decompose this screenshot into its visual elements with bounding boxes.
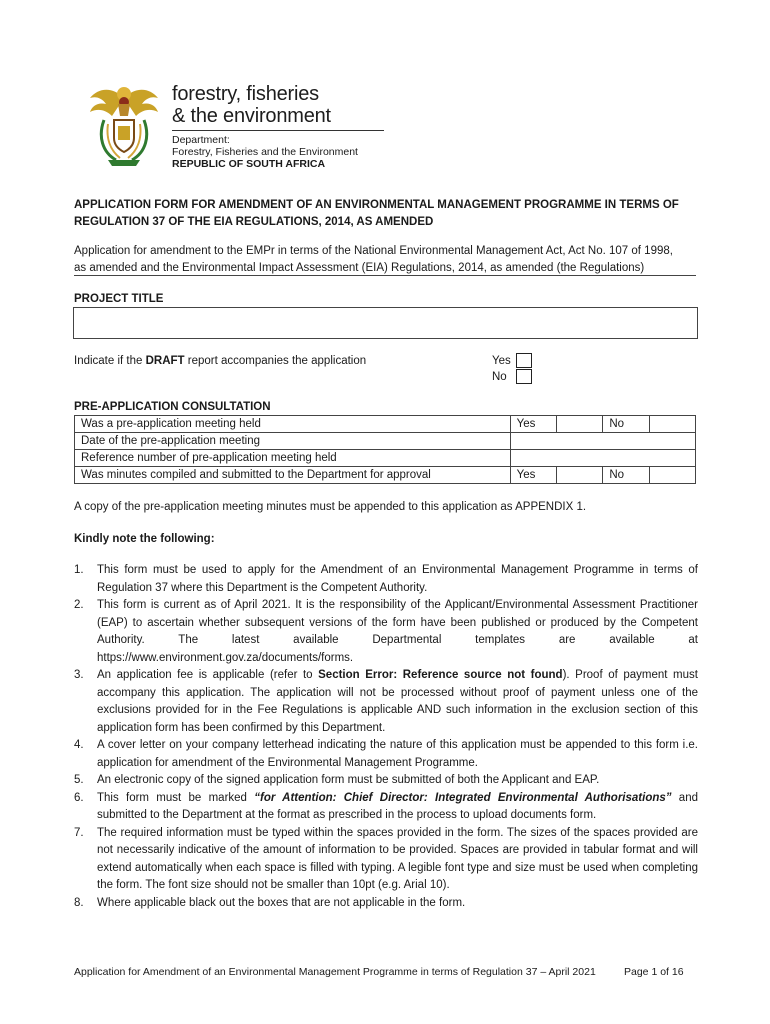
dept-label: Department: bbox=[172, 134, 230, 146]
pre-app-row-label: Date of the pre-application meeting bbox=[75, 433, 511, 450]
minutes-no-option[interactable]: No bbox=[603, 467, 650, 484]
list-item: 3. An application fee is applicable (refer to Section Error: Reference source not found). Proof of payment must accompany this application. The application will not be processed without proof of payment unless one of the exclusions provided for in the Fee Regulations is applicable AND such information in the exclusion section of this application form has been confirmed by this Department. bbox=[74, 669, 698, 734]
table-row bbox=[75, 416, 696, 433]
draft-yes-label: Yes bbox=[492, 355, 511, 367]
list-item: 6. This form must be marked “for Attention: Chief Director: Integrated Environmental Authorisations” and submitted to the Department at the format as prescribed in the process to upload documents form. bbox=[74, 791, 698, 821]
pre-app-no-option[interactable]: No bbox=[603, 416, 650, 433]
list-item: 7. The required information must be typed within the spaces provided in the form. The sizes of the spaces provided are not necessarily indicative of the amount of information to be provided. Spaces are provided in tabular format and will extend automatically when each space is filled with typing. A legible font type and size must be used when completing the form. The font size should not be smaller than 10pt (e.g. Arial 10). bbox=[74, 826, 698, 891]
form-title-line-1: APPLICATION FORM FOR AMENDMENT OF AN ENVIRONMENTAL MANAGEMENT PROGRAMME IN TERMS OF bbox=[74, 199, 679, 211]
minutes-yes-box[interactable] bbox=[557, 467, 603, 484]
pre-app-row-label: Was a pre-application meeting held bbox=[75, 416, 511, 433]
form-title-line-2: REGULATION 37 OF THE EIA REGULATIONS, 2014, AS AMENDED bbox=[74, 216, 434, 228]
table-row bbox=[75, 450, 696, 467]
draft-question: Indicate if the DRAFT report accompanies the application bbox=[74, 355, 367, 367]
appendix-note: A copy of the pre-application meeting minutes must be appended to this application as APPENDIX 1. bbox=[74, 501, 587, 513]
intro-line-1: Application for amendment to the EMPr in terms of the National Environmental Management Act, Act No. 107 of 1998, bbox=[74, 245, 673, 257]
coat-of-arms-logo bbox=[86, 80, 162, 170]
draft-no-label: No bbox=[492, 371, 507, 383]
list-item: 1. This form must be used to apply for the Amendment of an Environmental Management Programme in terms of Regulation 37 where this Department is the Competent Authority. bbox=[74, 564, 698, 594]
project-title-label: PROJECT TITLE bbox=[74, 293, 164, 305]
pre-app-row-label: Was minutes compiled and submitted to the Department for approval bbox=[75, 467, 511, 484]
dept-full-name: Forestry, Fisheries and the Environment bbox=[172, 146, 358, 158]
dept-name-line-1: forestry, fisheries bbox=[172, 83, 319, 105]
republic-label: REPUBLIC OF SOUTH AFRICA bbox=[172, 158, 326, 170]
pre-app-yes-box[interactable] bbox=[557, 416, 603, 433]
list-item: 4. A cover letter on your company letterhead indicating the nature of this application must be appended to this form i.e. application for amendment of the Environmental Management Programme. bbox=[74, 739, 698, 769]
notes-heading: Kindly note the following: bbox=[74, 533, 215, 545]
draft-no-checkbox[interactable] bbox=[516, 369, 532, 384]
pre-application-heading: PRE-APPLICATION CONSULTATION bbox=[74, 401, 271, 413]
minutes-no-box[interactable] bbox=[649, 467, 695, 484]
pre-application-table bbox=[74, 415, 696, 484]
pre-app-yes-option[interactable]: Yes bbox=[510, 416, 557, 433]
intro-line-2: as amended and the Environmental Impact Assessment (EIA) Regulations, 2014, as amended (the Regulations) bbox=[74, 262, 645, 274]
reference-error-text: Section Error: Reference source not found bbox=[318, 669, 563, 681]
footer-page-number: Page 1 of 16 bbox=[624, 966, 684, 978]
notes-list bbox=[74, 562, 698, 912]
minutes-yes-option[interactable]: Yes bbox=[510, 467, 557, 484]
pre-app-reference-input[interactable] bbox=[510, 450, 695, 467]
list-item: 5. An electronic copy of the signed application form must be submitted of both the Applicant and EAP. bbox=[74, 774, 600, 786]
table-row bbox=[75, 433, 696, 450]
dept-name-line-2: & the environment bbox=[172, 105, 331, 127]
table-row bbox=[75, 467, 696, 484]
intro-divider bbox=[74, 275, 696, 276]
pre-app-date-input[interactable] bbox=[510, 433, 695, 450]
draft-yes-checkbox[interactable] bbox=[516, 353, 532, 368]
list-item: 8. Where applicable black out the boxes that are not applicable in the form. bbox=[74, 896, 466, 909]
pre-app-no-box[interactable] bbox=[649, 416, 695, 433]
project-title-input[interactable] bbox=[73, 307, 698, 339]
list-item: 2. This form is current as of April 2021. It is the responsibility of the Applicant/Environmental Assessment Practitioner (EAP) to ascertain whether subsequent versions of the form have been published or produced by the Competent Authority. The latest available Departmental templates are available at https://www.environment.gov.za/documents/forms. bbox=[74, 599, 698, 664]
draft-bold: DRAFT bbox=[145, 355, 185, 367]
attention-label: “for Attention: Chief Director: Integrated Environmental Authorisations” bbox=[254, 791, 672, 804]
pre-app-row-label: Reference number of pre-application meeting held bbox=[75, 450, 511, 467]
header-divider bbox=[172, 130, 384, 131]
footer-document-title: Application for Amendment of an Environmental Management Programme in terms of Regulation 37 – April 2021 bbox=[74, 966, 596, 978]
